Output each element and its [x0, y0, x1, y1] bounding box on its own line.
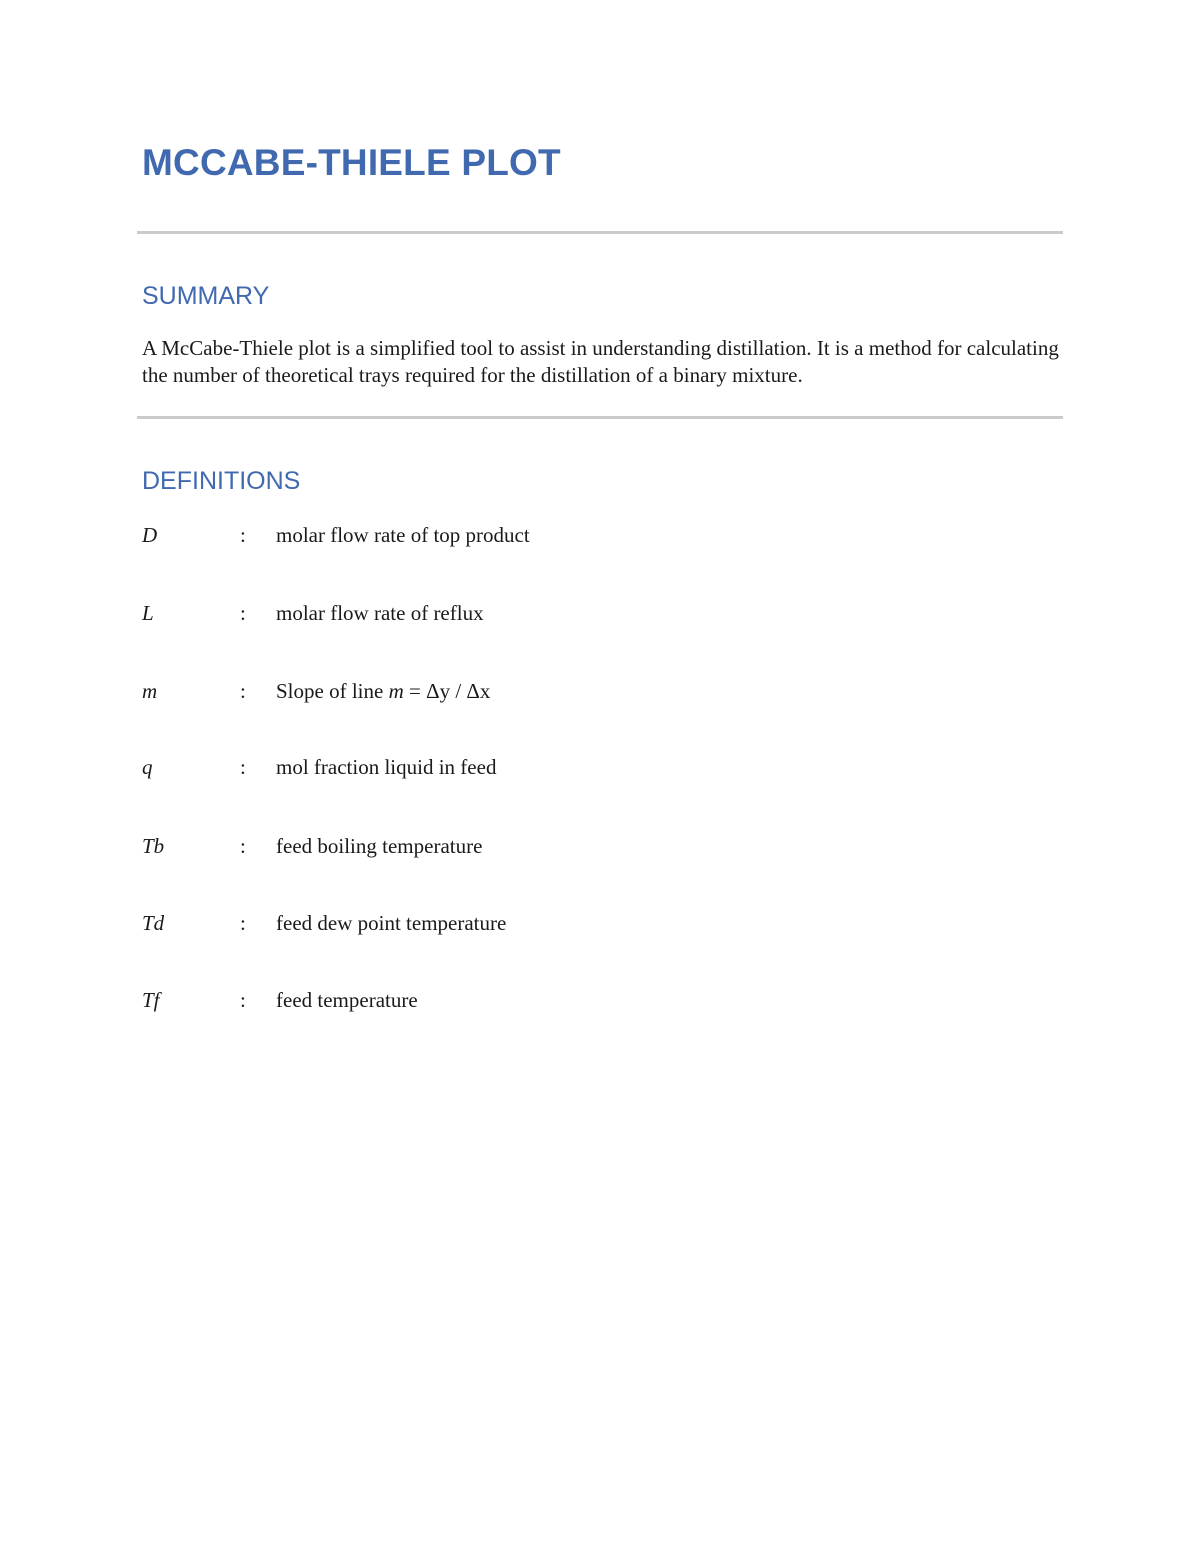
definition-separator: : — [240, 834, 246, 858]
definition-row-l — [142, 598, 1042, 628]
summary-heading: SUMMARY — [142, 282, 270, 310]
definition-term: D — [142, 523, 158, 547]
description-formula: = Δy / Δx — [403, 679, 491, 703]
divider — [137, 416, 1063, 419]
definition-separator: : — [240, 601, 246, 625]
definition-row-q — [142, 752, 1042, 782]
divider — [137, 231, 1063, 234]
definition-description: molar flow rate of reflux — [276, 601, 484, 625]
definition-description: mol fraction liquid in feed — [276, 755, 497, 779]
definition-description: molar flow rate of top product — [276, 523, 530, 547]
definitions-heading: DEFINITIONS — [142, 467, 301, 495]
page-title: MCCABE-THIELE PLOT — [142, 142, 561, 183]
definition-row-tb — [142, 831, 1042, 861]
definition-row-m — [142, 676, 1042, 706]
definition-description — [276, 676, 490, 706]
definition-term: q — [142, 755, 153, 779]
definition-term: Tb — [142, 834, 165, 858]
definition-separator: : — [240, 755, 246, 779]
definition-description: feed boiling temperature — [276, 834, 483, 858]
definition-separator: : — [240, 679, 246, 703]
definition-description: feed dew point temperature — [276, 911, 507, 935]
definition-separator: : — [240, 911, 246, 935]
definition-term: Td — [142, 911, 165, 935]
definition-row-d — [142, 520, 1042, 550]
description-text: Slope of line — [276, 679, 389, 703]
definition-row-td — [142, 908, 1042, 938]
definition-term: m — [142, 679, 158, 703]
definition-row-tf — [142, 985, 1042, 1015]
math-variable: m — [388, 679, 404, 703]
summary-paragraph: A McCabe-Thiele plot is a simplified tool to assist in understanding distillation. It is a method for calculating the number of theoretical trays required for the distillation of a binary mixture. — [142, 336, 1059, 387]
definition-term: L — [142, 601, 154, 625]
definition-separator: : — [240, 988, 246, 1012]
definition-term: Tf — [142, 988, 160, 1012]
definition-description: feed temperature — [276, 988, 418, 1012]
definition-separator: : — [240, 523, 246, 547]
